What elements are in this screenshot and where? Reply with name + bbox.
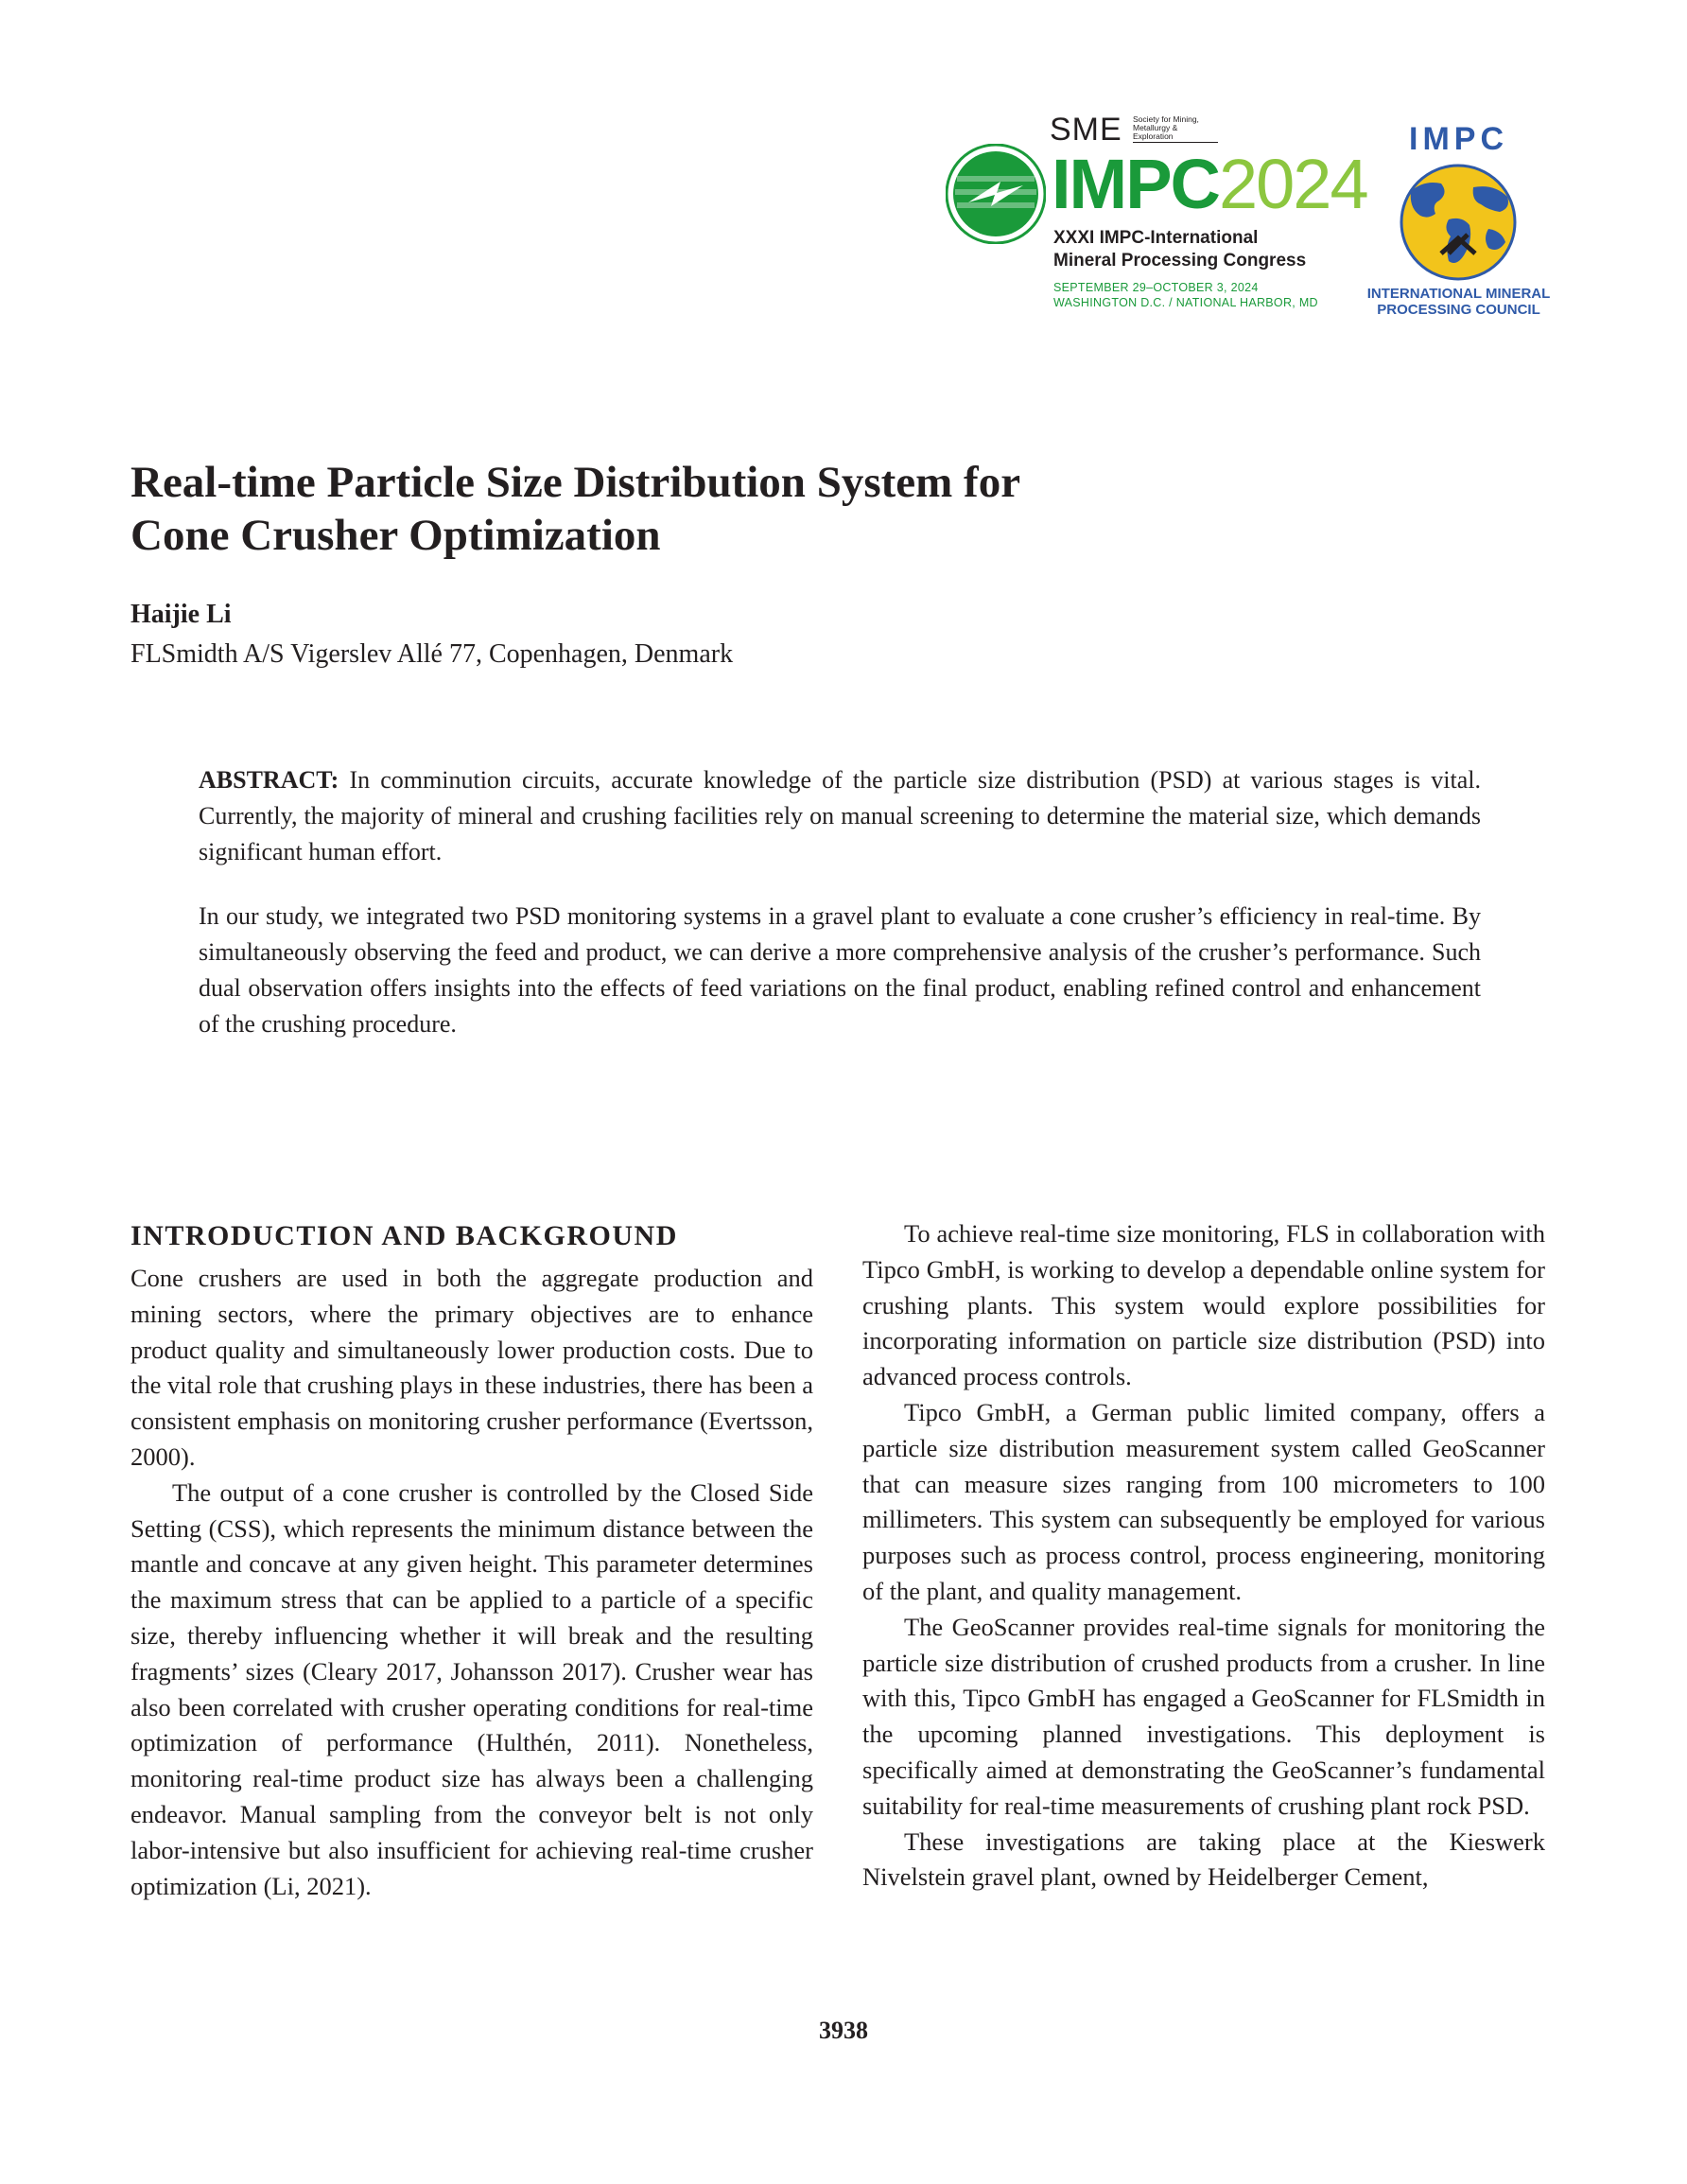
- body-paragraph: To achieve real-time size monitoring, FLS in collaboration with Tipco GmbH, is working to develop a dependable online system for crushing plants. This system would explore possibilities for incorporating information on particle size distribution (PSD) into advanced process controls.: [862, 1219, 1545, 1391]
- council-name: [1362, 286, 1556, 318]
- body-paragraph: The output of a cone crusher is controlled by the Closed Side Setting (CSS), which represents the minimum distance between the mantle and concave at any given height. This parameter determines the maximum stress that can be applied to a particle of a specific size, thereby influencing whether it will break and the resulting fragments’ sizes (Cleary 2017, Johansson 2017). Crusher wear has also been correlated with crusher operating conditions for real-time optimization of performance (Hulthén, 2011). Nonetheless, monitoring real-time product size has always been a challenging endeavor. Manual sampling from the conveyor belt is not only labor-intensive but also insufficient for achieving real-time crusher optimization (Li, 2021).: [130, 1477, 813, 1900]
- impc-location: WASHINGTON D.C. / NATIONAL HARBOR, MD: [1053, 296, 1318, 309]
- impc-year-text: 2024: [1219, 145, 1367, 223]
- impc-congress-title: [1053, 227, 1306, 272]
- author-affiliation: FLSmidth A/S Vigerslev Allé 77, Copenhagen, Denmark: [130, 639, 734, 669]
- abstract-paragraph-1: [199, 762, 1481, 870]
- section-heading: INTRODUCTION AND BACKGROUND: [130, 1220, 678, 1251]
- sme-tagline: Society for Mining, Metallurgy & Exploration: [1133, 114, 1199, 141]
- impc-wordmark-text: IMPC: [1052, 145, 1219, 223]
- council-name-line1: INTERNATIONAL MINERAL: [1366, 286, 1551, 302]
- impc-council-logo: [1362, 121, 1556, 320]
- body-paragraph: Tipco GmbH, a German public limited company, offers a particle size distribution measurement system called GeoScanner that can measure sizes ranging from 100 micrometers to 100 millimeters. This system can subsequently be employed for various purposes such as process control, process engineering, monitoring of the plant, and quality management.: [862, 1397, 1545, 1605]
- globe-icon: [1383, 163, 1534, 282]
- body-paragraph: These investigations are taking place at the Kieswerk Nivelstein gravel plant, owned by Heidelberger Cement,: [862, 1826, 1545, 1892]
- page-number: 3938: [819, 2017, 868, 2044]
- impc-dates: SEPTEMBER 29–OCTOBER 3, 2024: [1053, 281, 1259, 294]
- paper-title-line2: Cone Crusher Optimization: [130, 511, 661, 560]
- impc-badge-icon: [946, 144, 1046, 244]
- council-name-line2: PROCESSING COUNCIL: [1377, 302, 1540, 318]
- paper-title-line1: Real-time Particle Size Distribution System for: [130, 458, 1021, 507]
- author-name: Haijie Li: [130, 600, 232, 629]
- body-paragraph: Cone crushers are used in both the aggregate production and mining sectors, where the primary objectives are to enhance product quality and simultaneously lower production costs. Due to the vital role that crushing plays in these industries, there has been a consistent emphasis on monitoring crusher performance (Evertsson, 2000).: [130, 1264, 813, 1471]
- abstract-text-1: In comminution circuits, accurate knowledge of the particle size distribution (PSD) at various stages is vital. Currently, the majority of mineral and crushing facilities rely on manual screening to determine the material size, which demands significant human effort.: [199, 766, 1482, 865]
- council-title: IMPC: [1409, 121, 1508, 157]
- sme-wordmark: SME: [1050, 112, 1122, 148]
- abstract-paragraph-2: In our study, we integrated two PSD monitoring systems in a gravel plant to evaluate a cone crusher’s efficiency in real-time. By simultaneously observing the feed and product, we can derive a more comprehensive analysis of the crusher’s performance. Such dual observation offers insights into the effects of feed variations on the final product, enabling refined control and enhancement of the crushing procedure.: [199, 902, 1481, 1038]
- abstract-label: ABSTRACT:: [199, 766, 339, 794]
- sme-underline: [1133, 142, 1218, 143]
- impc-2024-wordmark: [1052, 145, 1367, 223]
- left-column: [130, 1261, 813, 1904]
- impc-subtitle-line1: XXXI IMPC-International: [1053, 228, 1259, 248]
- impc-event-details: [1053, 280, 1318, 310]
- body-paragraph: The GeoScanner provides real-time signals for monitoring the particle size distribution of crushed products from a crusher. In line with this, Tipco GmbH has engaged a GeoScanner for FLSmidth in the upcoming planned investigations. This deployment is specifically aimed at demonstrating the GeoScanner’s fundamental suitability for real-time measurements of crushing plant rock PSD.: [862, 1612, 1545, 1820]
- paper-title: [130, 456, 1265, 562]
- right-column: [862, 1216, 1545, 1896]
- impc-subtitle-line2: Mineral Processing Congress: [1053, 251, 1307, 271]
